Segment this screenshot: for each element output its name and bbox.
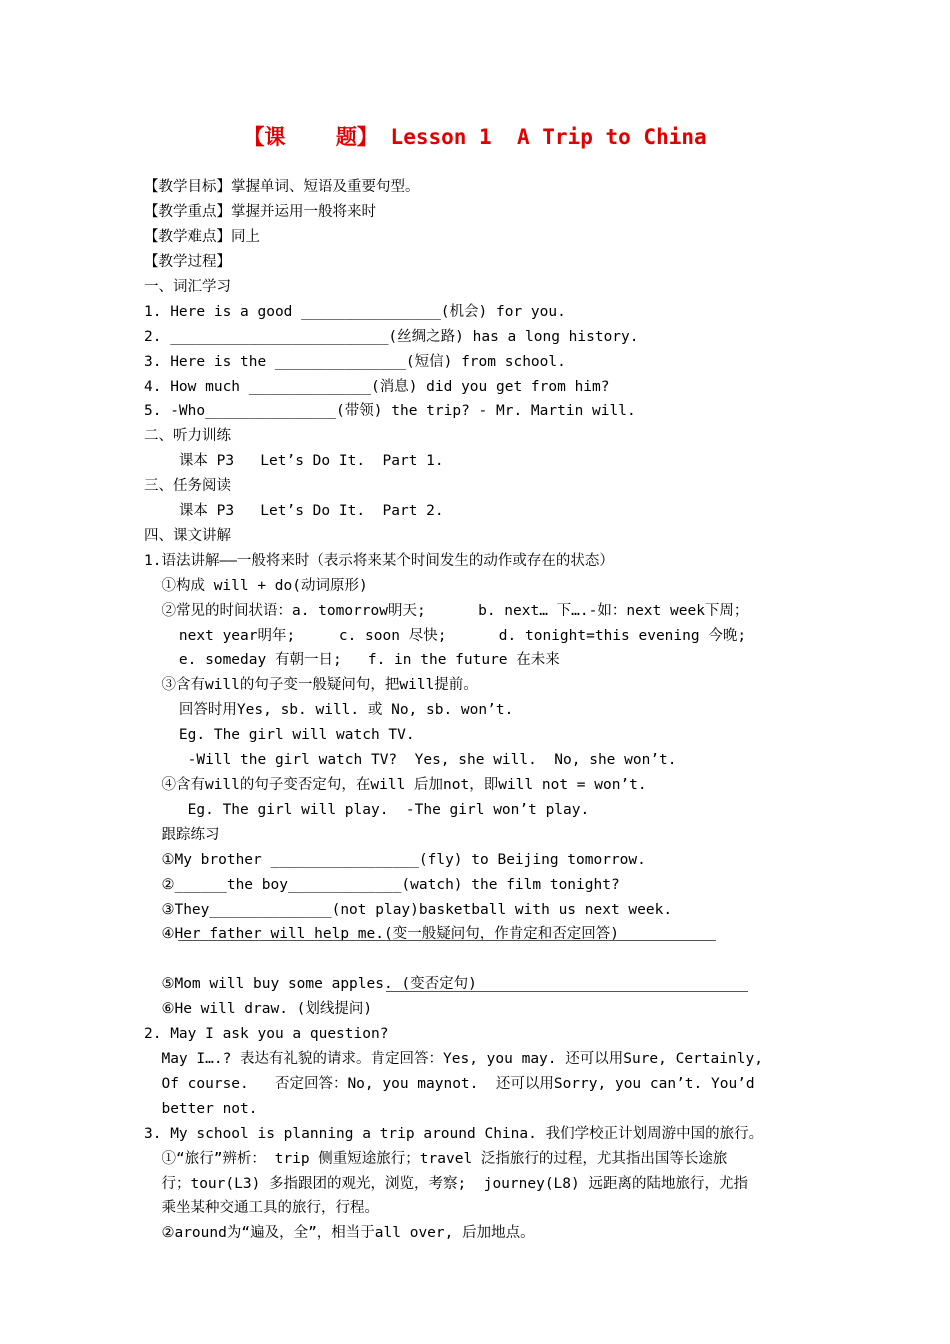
text-line: ⑥He will draw. (划线提问) — [144, 1001, 373, 1017]
text-line: 3. My school is planning a trip around China. 我们学校正计划周游中国的旅行。 — [144, 1126, 764, 1142]
text-line: ④Her father will help me.(变一般疑问句，作肯定和否定回答) — [144, 926, 619, 942]
text-line: ③含有will的句子变一般疑问句，把will提前。 — [144, 677, 478, 693]
text-line: 1. Here is a good ________________(机会) for you. — [144, 304, 566, 320]
text-line: 回答时用Yes, sb. will. 或 No, sb. won’t. — [144, 702, 514, 718]
text-line: 4. How much ______________(消息) did you get from him? — [144, 379, 610, 395]
text-line: -Will the girl watch TV? Yes, she will. No, she won’t. — [144, 752, 677, 768]
text-line: ②常见的时间状语：a. tomorrow明天; b. next… 下….-如：next week下周； — [144, 603, 749, 619]
text-line: 2. _________________________(丝绸之路) has a long history. — [144, 329, 639, 345]
text-line: 行；tour(L3) 多指跟团的观光，浏览，考察; journey(L8) 远距离的陆地旅行，尤指 — [144, 1176, 748, 1192]
text-line: ⑤Mom will buy some apples. (变否定句) — [144, 976, 477, 992]
text-line: 5. -Who_______________(带领) the trip? - Mr. Martin will. — [144, 403, 636, 419]
text-line: May I….? 表达有礼貌的请求。肯定回答：Yes, you may. 还可以用Sure, Certainly, — [144, 1051, 763, 1067]
text-line: ②around为“遍及，全”，相当于all over, 后加地点。 — [144, 1225, 535, 1241]
text-line: 【教学重点】掌握并运用一般将来时 — [144, 204, 376, 220]
text-line: ①构成 will + do(动词原形) — [144, 578, 368, 594]
text-line: 二、听力训练 — [144, 428, 231, 444]
text-line: 3. Here is the _______________(短信) from school. — [144, 354, 566, 370]
text-line: 1.语法讲解——一般将来时（表示将来某个时间发生的动作或存在的状态） — [144, 553, 614, 569]
text-line: Eg. The girl will play. -The girl won’t play. — [144, 802, 590, 818]
text-line: ②______the boy_____________(watch) the film tonight? — [144, 877, 620, 893]
text-line: e. someday 有朝一日; f. in the future 在未来 — [144, 652, 560, 668]
text-line: 【教学目标】掌握单词、短语及重要句型。 — [144, 179, 420, 195]
text-line: 课本 P3 Let’s Do It. Part 2. — [144, 503, 444, 519]
text-line: ④含有will的句子变否定句，在will 后加not，即will not = won’t. — [144, 777, 647, 793]
text-line: 【教学难点】同上 — [144, 229, 260, 245]
text-line: Of course. 否定回答：No, you maynot. 还可以用Sorry, you can’t. You’d — [144, 1076, 755, 1092]
text-line: 乘坐某种交通工具的旅行，行程。 — [144, 1200, 379, 1216]
text-line: ①“旅行”辨析： trip 侧重短途旅行；travel 泛指旅行的过程，尤其指出国等长途旅 — [144, 1151, 728, 1167]
answer-line-q6 — [386, 991, 748, 992]
text-line: 课本 P3 Let’s Do It. Part 1. — [144, 453, 444, 469]
text-line: 【教学过程】 — [144, 254, 231, 270]
text-line: better not. — [144, 1101, 258, 1117]
text-line: 2. May I ask you a question? — [144, 1026, 389, 1042]
text-line: 跟踪练习 — [144, 827, 220, 843]
text-line: ①My brother _________________(fly) to Beijing tomorrow. — [144, 852, 646, 868]
text-line: 三、任务阅读 — [144, 478, 231, 494]
text-line: ③They______________(not play)basketball with us next week. — [144, 902, 673, 918]
text-line: 四、课文讲解 — [144, 528, 231, 544]
answer-line-q4 — [178, 940, 716, 941]
text-line: next year明年; c. soon 尽快; d. tonight=this evening 今晚; — [144, 628, 747, 644]
document-title: 【课 题】 Lesson 1 A Trip to China — [243, 125, 707, 149]
text-line: 一、词汇学习 — [144, 279, 231, 295]
text-line: Eg. The girl will watch TV. — [144, 727, 415, 743]
